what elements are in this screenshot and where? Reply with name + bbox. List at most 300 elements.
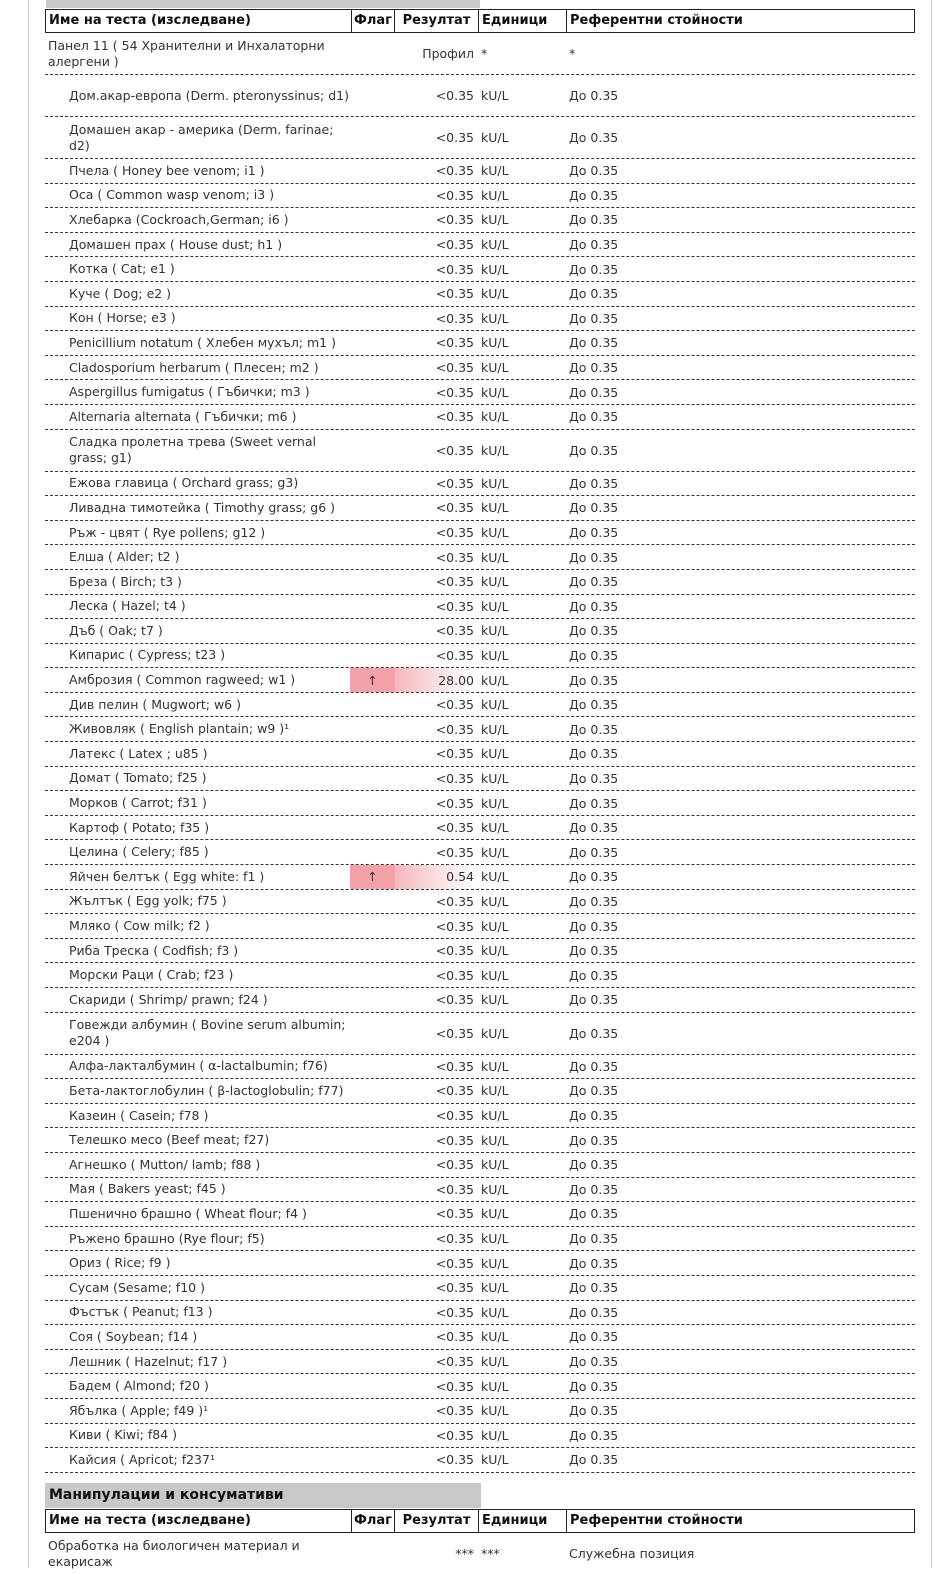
table-header [45,1509,915,1533]
flag [350,595,395,619]
test-name: Кипарис ( Cypress; t23 ) [69,647,226,663]
result-value: <0.35 [435,967,474,983]
test-name: Амброзия ( Common ragweed; w1 ) [69,672,296,688]
reference-range: До 0.35 [569,943,619,959]
flag [350,117,395,158]
table-row [45,307,915,332]
flag [350,1202,395,1226]
test-name: Яйчен белтък ( Egg white: f1 ) [69,868,265,884]
result-units: kU/L [481,1280,509,1296]
test-name: Хлебарка (Cockroach,German; i6 ) [69,211,289,227]
result-units: kU/L [481,261,509,277]
result-value: <0.35 [435,549,474,565]
section-tab-allergology [46,0,480,8]
table-row [45,619,915,644]
result-units: kU/L [481,163,509,179]
reference-range: До 0.35 [569,820,619,836]
result-units: kU/L [481,647,509,663]
col-header-result: Резултат [394,10,478,32]
test-name: Морков ( Carrot; f31 ) [69,795,207,811]
reference-range: До 0.35 [569,1025,619,1041]
flag [350,405,395,429]
test-name: Дом.акар-европа (Derm. pteronyssinus; d1) [69,87,349,103]
result-units: kU/L [481,360,509,376]
test-name: Соя ( Soybean; f14 ) [69,1328,198,1344]
result-value: <0.35 [435,310,474,326]
table-row [45,545,915,570]
flag [350,619,395,643]
col-header-flag: Флаг [351,1510,394,1532]
test-name: Пчела ( Honey bee venom; i1 ) [69,162,265,178]
table-row [45,380,915,405]
table-row [45,1350,915,1375]
flag [350,307,395,331]
result-value: 28.00 [395,668,477,692]
table-row [45,331,915,356]
result-value: <0.35 [435,187,474,203]
result-units: kU/L [481,442,509,458]
test-name: Penicillium notatum ( Хлебен мухъл; m1 ) [69,334,336,350]
table-row [45,1104,915,1129]
reference-range: До 0.35 [569,310,619,326]
test-name: Говежди албумин ( Bovine serum albumin; e204 ) [69,1017,346,1049]
flag [350,988,395,1012]
table-row [45,644,915,669]
result-units: kU/L [481,212,509,228]
reference-range: До 0.35 [569,1132,619,1148]
flag [350,767,395,791]
result-value: <0.35 [435,918,474,934]
result-value: <0.35 [435,1157,474,1173]
reference-range: До 0.35 [569,525,619,541]
flag [350,1350,395,1374]
reference-range: До 0.35 [569,1181,619,1197]
table-row [45,816,915,841]
flag [350,521,395,545]
flag [350,1055,395,1079]
result-units: kU/L [481,1354,509,1370]
test-name: Картоф ( Potato; f35 ) [69,819,210,835]
flag [350,1276,395,1300]
table-row [45,1128,915,1153]
flag [350,472,395,496]
result-units: kU/L [481,335,509,351]
result-units: kU/L [481,1181,509,1197]
flag [350,208,395,232]
col-header-flag: Флаг [351,10,394,32]
test-name: Мляко ( Cow milk; f2 ) [69,918,210,934]
result-units: kU/L [481,525,509,541]
table-row [45,117,915,159]
test-name: Домат ( Tomato; f25 ) [69,770,207,786]
reference-range: До 0.35 [569,1280,619,1296]
reference-range: До 0.35 [569,1231,619,1247]
result-value: <0.35 [435,1452,474,1468]
flag [350,331,395,355]
result-value: <0.35 [435,1181,474,1197]
table-row [45,668,915,693]
col-header-units: Единици [478,1510,566,1532]
table-row [45,717,915,742]
flag [350,1079,395,1103]
test-name: Панел 11 ( 54 Хранителни и Инхалаторни алергени ) [48,37,325,69]
test-name: Alternaria alternata ( Гъбички; m6 ) [69,408,297,424]
result-units: kU/L [481,1255,509,1271]
reference-range: До 0.35 [569,992,619,1008]
reference-range: До 0.35 [569,335,619,351]
flag: ↑ [350,668,395,692]
result-value: <0.35 [435,384,474,400]
result-units: kU/L [481,286,509,302]
test-name: Оса ( Common wasp venom; i3 ) [69,187,275,203]
table-row [45,767,915,792]
test-name: Сладка пролетна трева (Sweet vernal grass; g1) [69,434,316,466]
table-row [45,1202,915,1227]
test-name: Ориз ( Rice; f9 ) [69,1255,171,1271]
result-units: kU/L [481,869,509,885]
reference-range: До 0.35 [569,1157,619,1173]
test-name: Телешко месо (Beef meat; f27) [69,1132,270,1148]
table-row [45,1079,915,1104]
table-body [45,33,915,1473]
result-value: <0.35 [435,1378,474,1394]
test-name: Казеин ( Casein; f78 ) [69,1107,209,1123]
reference-range: До 0.35 [569,1452,619,1468]
result-units: kU/L [481,697,509,713]
flag [350,1374,395,1398]
flag [350,545,395,569]
test-name: Бадем ( Almond; f20 ) [69,1378,209,1394]
result-units: kU/L [481,598,509,614]
flag [350,1325,395,1349]
test-name: Котка ( Cat; e1 ) [69,261,175,277]
result-units: kU/L [481,770,509,786]
test-name: Дъб ( Oak; t7 ) [69,622,163,638]
result-value: *** [455,1546,474,1561]
table-row [45,890,915,915]
table-row [45,840,915,865]
result-value: <0.35 [435,1108,474,1124]
result-value: <0.35 [435,721,474,737]
flag [350,1424,395,1448]
result-units: kU/L [481,1304,509,1320]
result-value: <0.35 [435,261,474,277]
result-value: <0.35 [435,237,474,253]
table-row [45,1276,915,1301]
result-units: kU/L [481,1058,509,1074]
table-row [45,208,915,233]
col-header-reference: Референтни стойности [566,1510,914,1532]
result-units: kU/L [481,746,509,762]
table-row [45,988,915,1013]
result-units: kU/L [481,237,509,253]
table-row [45,1301,915,1326]
result-value: <0.35 [435,163,474,179]
flag [350,33,395,74]
result-value: <0.35 [435,500,474,516]
flag [350,791,395,815]
section-title-manipulations: Манипулации и консумативи [45,1483,481,1508]
col-header-reference: Референтни стойности [566,10,914,32]
allergen-results-table [45,9,915,1473]
manipulations-table [45,1509,915,1574]
flag [350,430,395,471]
result-value: <0.35 [435,475,474,491]
test-name: Ръж - цвят ( Rye pollens; g12 ) [69,524,266,540]
test-name: Риба Треска ( Codfish; f3 ) [69,942,239,958]
test-name: Див пелин ( Mugwort; w6 ) [69,696,241,712]
result-value: Профил [422,46,474,61]
reference-range: До 0.35 [569,384,619,400]
reference-range: До 0.35 [569,1058,619,1074]
result-value: <0.35 [435,820,474,836]
reference-range: До 0.35 [569,893,619,909]
table-row [45,865,915,890]
reference-range: До 0.35 [569,844,619,860]
test-name: Бреза ( Birch; t3 ) [69,573,182,589]
result-units: kU/L [481,1452,509,1468]
result-value: <0.35 [435,335,474,351]
result-value: <0.35 [435,1280,474,1296]
test-name: Целина ( Celery; f85 ) [69,844,209,860]
result-value: <0.35 [435,574,474,590]
flag [350,742,395,766]
col-header-test-name: Име на теста (изследване) [49,1513,251,1528]
reference-range: До 0.35 [569,1108,619,1124]
table-row [45,1178,915,1203]
result-units: * [481,46,488,61]
flag [350,1128,395,1152]
result-units: kU/L [481,623,509,639]
table-row [45,1251,915,1276]
test-name: Обработка на биологичен материал и екарисаж [48,1537,300,1569]
test-name: Алфа-лакталбумин ( α-lactalbumin; f76) [69,1058,328,1074]
reference-range: До 0.35 [569,1378,619,1394]
result-units: kU/L [481,130,509,145]
table-row [45,1227,915,1252]
test-name: Кайсия ( Apricot; f237¹ [69,1451,215,1467]
flag [350,496,395,520]
table-row [45,1448,915,1473]
reference-range: До 0.35 [569,1255,619,1271]
reference-range: До 0.35 [569,409,619,425]
table-row [45,914,915,939]
result-value: <0.35 [435,1255,474,1271]
flag [350,184,395,208]
flag [350,939,395,963]
table-row [45,963,915,988]
result-value: <0.35 [435,409,474,425]
reference-range: До 0.35 [569,1403,619,1419]
result-value: <0.35 [435,697,474,713]
reference-range: До 0.35 [569,261,619,277]
table-row [45,570,915,595]
result-units: kU/L [481,1025,509,1041]
result-value: <0.35 [435,1206,474,1222]
result-value: <0.35 [435,943,474,959]
test-name: Жълтък ( Egg yolk; f75 ) [69,893,227,909]
result-value: <0.35 [435,1025,474,1041]
table-row [45,472,915,497]
result-units: kU/L [481,1427,509,1443]
table-row [45,742,915,767]
reference-range: До 0.35 [569,1304,619,1320]
reference-range: До 0.35 [569,672,619,688]
flag [350,963,395,987]
reference-range: До 0.35 [569,918,619,934]
result-units: kU/L [481,992,509,1008]
table-row [45,405,915,430]
reference-range: До 0.35 [569,770,619,786]
test-name: Скариди ( Shrimp/ prawn; f24 ) [69,991,268,1007]
test-name: Латекс ( Latex ; u85 ) [69,745,208,761]
reference-range: Служебна позиция [569,1546,695,1561]
result-units: kU/L [481,88,509,103]
table-header [45,9,915,33]
reference-range: До 0.35 [569,130,619,145]
table-row [45,184,915,209]
flag [350,570,395,594]
test-name: Aspergillus fumigatus ( Гъбички; m3 ) [69,384,310,400]
flag [350,840,395,864]
result-value: <0.35 [435,1231,474,1247]
col-header-units: Единици [478,10,566,32]
test-name: Домашен акар - америка (Derm. farinae; d2) [69,121,334,153]
flag [350,257,395,281]
result-units: kU/L [481,721,509,737]
result-value: <0.35 [435,893,474,909]
flag [350,1251,395,1275]
reference-range: До 0.35 [569,1083,619,1099]
result-units: kU/L [481,1206,509,1222]
reference-range: До 0.35 [569,286,619,302]
table-row [45,233,915,258]
result-units: kU/L [481,310,509,326]
result-value: <0.35 [435,286,474,302]
flag [350,75,395,116]
test-name: Лешник ( Hazelnut; f17 ) [69,1353,228,1369]
table-row [45,1374,915,1399]
result-units: kU/L [481,844,509,860]
reference-range: До 0.35 [569,1427,619,1443]
reference-range: До 0.35 [569,500,619,516]
test-name: Елша ( Alder; t2 ) [69,549,180,565]
table-row [45,1399,915,1424]
result-units: kU/L [481,187,509,203]
test-name: Пшенично брашно ( Wheat flour; f4 ) [69,1205,307,1221]
table-row [45,75,915,117]
flag [350,1227,395,1251]
reference-range: До 0.35 [569,1206,619,1222]
result-value: <0.35 [435,992,474,1008]
flag [350,282,395,306]
table-row [45,1424,915,1449]
reference-range: До 0.35 [569,746,619,762]
test-name: Ливадна тимотейка ( Timothy grass; g6 ) [69,499,336,515]
test-name: Живовляк ( English plantain; w9 )¹ [69,721,290,737]
table-row [45,939,915,964]
result-value: <0.35 [435,525,474,541]
test-name: Мая ( Bakers yeast; f45 ) [69,1181,226,1197]
result-units: kU/L [481,500,509,516]
flag [350,644,395,668]
result-value: <0.35 [435,647,474,663]
result-value: <0.35 [435,88,474,103]
result-value: 0.54 [395,865,477,889]
flag [350,233,395,257]
flag [350,1448,395,1472]
reference-range: До 0.35 [569,647,619,663]
result-units: kU/L [481,574,509,590]
reference-range: До 0.35 [569,212,619,228]
reference-range: До 0.35 [569,237,619,253]
test-name: Морски Раци ( Crab; f23 ) [69,967,234,983]
result-units: kU/L [481,549,509,565]
test-name: Ръжено брашно (Rye flour; f5) [69,1230,265,1246]
test-name: Фъстък ( Peanut; f13 ) [69,1304,213,1320]
reference-range: До 0.35 [569,697,619,713]
result-units: kU/L [481,475,509,491]
test-name: Сусам (Sesame; f10 ) [69,1279,205,1295]
reference-range: * [569,46,576,61]
flag [350,816,395,840]
flag [350,1153,395,1177]
table-row [45,356,915,381]
result-value: <0.35 [435,1304,474,1320]
reference-range: До 0.35 [569,475,619,491]
table-row [45,496,915,521]
result-units: kU/L [481,1108,509,1124]
result-value: <0.35 [435,746,474,762]
table-row [45,430,915,472]
result-units: kU/L [481,918,509,934]
reference-range: До 0.35 [569,187,619,203]
result-units: kU/L [481,1157,509,1173]
result-value: <0.35 [435,770,474,786]
test-name: Cladosporium herbarum ( Плесен; m2 ) [69,359,319,375]
result-value: <0.35 [435,1132,474,1148]
flag [350,356,395,380]
result-value: <0.35 [435,1427,474,1443]
result-value: <0.35 [435,623,474,639]
result-value: <0.35 [435,1354,474,1370]
result-units: kU/L [481,1132,509,1148]
flag: ↑ [350,865,395,889]
table-row [45,33,915,75]
result-value: <0.35 [435,212,474,228]
flag [350,717,395,741]
reference-range: До 0.35 [569,549,619,565]
result-value: <0.35 [435,795,474,811]
table-row [45,159,915,184]
table-row [45,595,915,620]
test-name: Агнешко ( Mutton/ lamb; f88 ) [69,1156,261,1172]
table-row [45,1013,915,1055]
flag [350,1013,395,1054]
test-name: Леска ( Hazel; t4 ) [69,598,186,614]
table-row [45,1325,915,1350]
result-value: <0.35 [435,598,474,614]
table-row [45,693,915,718]
reference-range: До 0.35 [569,967,619,983]
test-name: Киви ( Kiwi; f84 ) [69,1427,178,1443]
flag [350,1104,395,1128]
result-units: kU/L [481,1403,509,1419]
result-value: <0.35 [435,360,474,376]
reference-range: До 0.35 [569,360,619,376]
test-name: Куче ( Dog; e2 ) [69,285,172,301]
result-value: <0.35 [435,130,474,145]
